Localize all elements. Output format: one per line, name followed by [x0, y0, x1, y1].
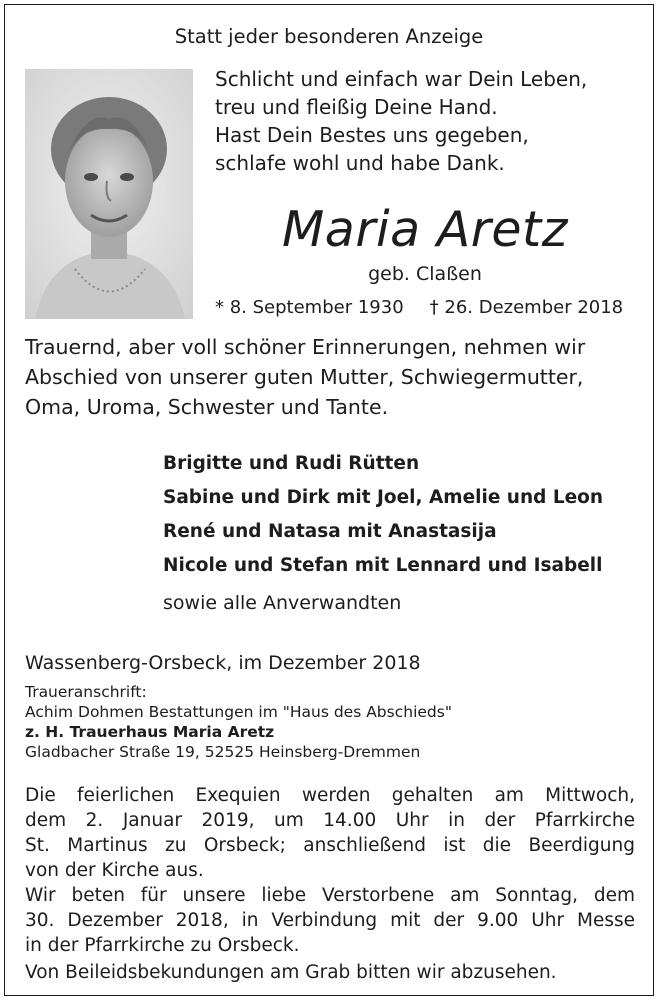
mourner-line: René und Natasa mit Anastasija: [163, 521, 497, 542]
mourner-line: Nicole und Stefan mit Lennard und Isabell: [163, 555, 603, 576]
address-street: Gladbacher Straße 19, 52525 Heinsberg-Dremmen: [25, 743, 421, 761]
address-line: Achim Dohmen Bestattungen im "Haus des Abschieds": [25, 703, 452, 721]
intro-line: Abschied von unserer guten Mutter, Schwiegermutter,: [25, 365, 584, 389]
closing-note: Von Beileidsbekundungen am Grab bitten wir abzusehen.: [25, 962, 557, 983]
mourner-line: Sabine und Dirk mit Joel, Amelie und Leon: [163, 487, 604, 508]
life-dates: [215, 297, 623, 318]
poem-line: schlafe wohl und habe Dank.: [215, 151, 505, 175]
address-recipient: z. H. Trauerhaus Maria Aretz: [25, 723, 275, 741]
relatives-line: sowie alle Anverwandten: [163, 592, 402, 614]
prayer-line: 30. Dezember 2018, in Verbindung mit der 9.00 Uhr Messe: [25, 910, 635, 931]
prayer-line: in der Pfarrkirche zu Orsbeck.: [25, 935, 300, 956]
notice-header: Statt jeder besonderen Anzeige: [174, 25, 484, 48]
address-label: Traueranschrift:: [25, 683, 147, 701]
portrait-image: [25, 69, 193, 319]
intro-line: Trauernd, aber voll schöner Erinnerungen, nehmen wir: [25, 335, 586, 359]
funeral-line: dem 2. Januar 2019, um 14.00 Uhr in der Pfarrkirche: [25, 810, 635, 831]
funeral-line: von der Kirche aus.: [25, 860, 204, 881]
intro-line: Oma, Uroma, Schwester und Tante.: [25, 395, 389, 419]
mourner-line: Brigitte und Rudi Rütten: [163, 453, 420, 474]
poem-line: Hast Dein Bestes uns gegeben,: [215, 123, 529, 147]
funeral-line: Die feierlichen Exequien werden gehalten am Mittwoch,: [25, 785, 635, 806]
birth-name: geb. Claßen: [368, 263, 482, 285]
obituary-notice: [4, 4, 654, 996]
birth-date: * 8. September 1930: [215, 297, 404, 318]
place-date: Wassenberg-Orsbeck, im Dezember 2018: [25, 652, 421, 674]
prayer-line: Wir beten für unsere liebe Verstorbene am Sonntag, dem: [25, 885, 635, 906]
death-date: † 26. Dezember 2018: [429, 297, 624, 318]
deceased-name: Maria Aretz: [282, 201, 568, 258]
funeral-line: St. Martinus zu Orsbeck; anschließend ist die Beerdigung: [25, 835, 635, 856]
poem-line: Schlicht und einfach war Dein Leben,: [215, 67, 588, 91]
poem-line: treu und fleißig Deine Hand.: [215, 95, 498, 119]
portrait-photo: [25, 69, 193, 319]
